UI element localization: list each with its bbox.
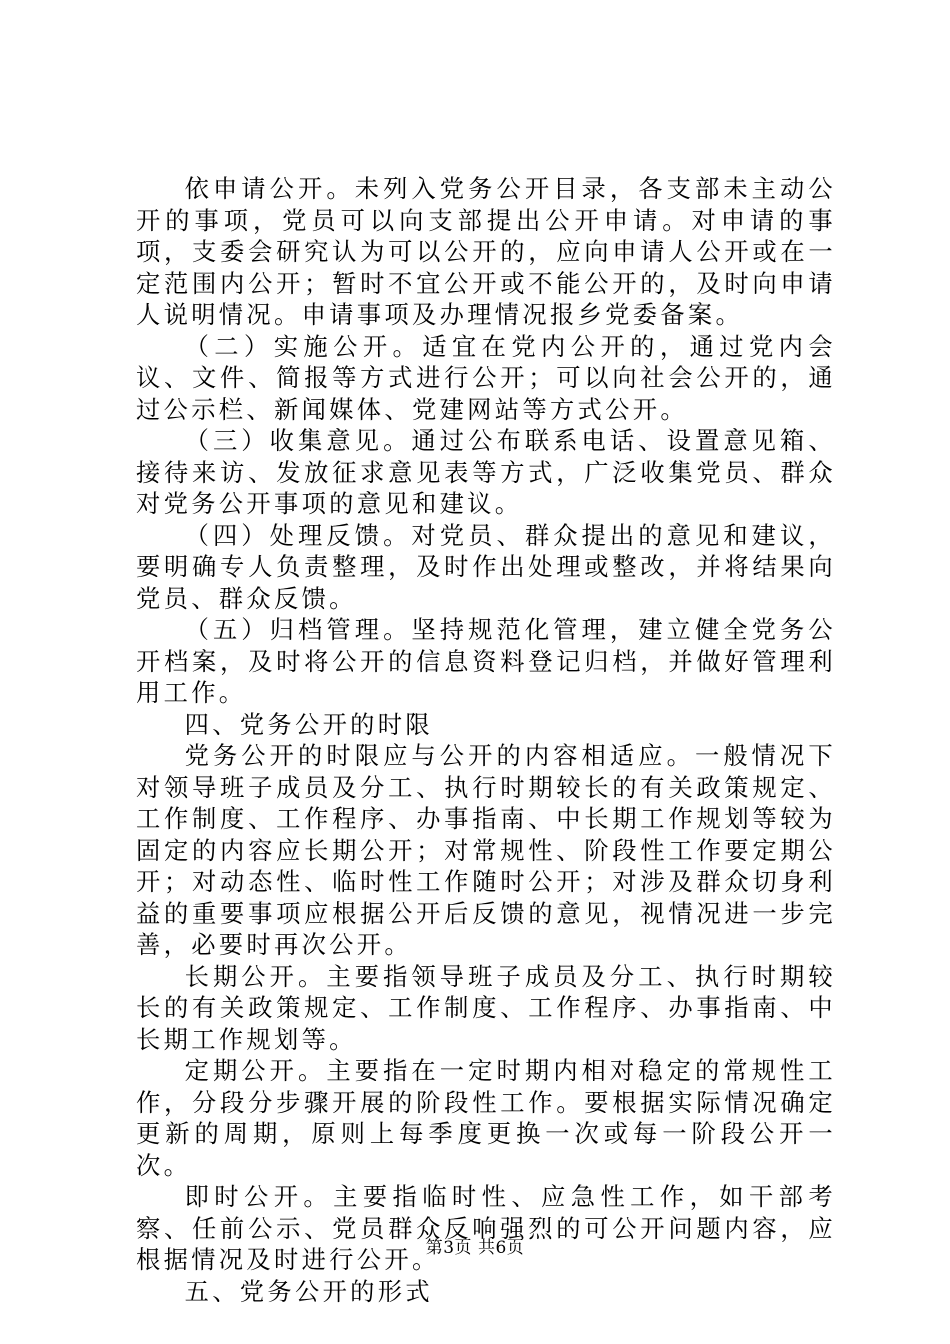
paragraph-immediate-disclosure: 即时公开。主要指临时性、应急性工作，如干部考察、任前公示、党员群众反响强烈的可公开问题内容，应根据情况及时进行公开。 (136, 1182, 836, 1274)
paragraph-implement-disclosure: （二）实施公开。适宜在党内公开的，通过党内会议、文件、简报等方式进行公开；可以向社会公开的，通过公示栏、新闻媒体、党建网站等方式公开。 (136, 331, 836, 424)
paragraph-periodic-disclosure: 定期公开。主要指在一定时期内相对稳定的常规性工作，分段分步骤开展的阶段性工作。要根据实际情况确定更新的周期，原则上每季度更换一次或每一阶段公开一次。 (136, 1056, 836, 1180)
paragraph-archive-management: （五）归档管理。坚持规范化管理，建立健全党务公开档案，及时将公开的信息资料登记归档，并做好管理利用工作。 (136, 615, 836, 707)
paragraph-handle-feedback: （四）处理反馈。对党员、群众提出的意见和建议，要明确专人负责整理，及时作出处理或整改，并将结果向党员、群众反馈。 (136, 520, 836, 613)
paragraph-apply-disclosure: 依申请公开。未列入党务公开目录，各支部未主动公开的事项，党员可以向支部提出公开申请。对申请的事项，支委会研究认为可以公开的，应向申请人公开或在一定范围内公开；暂时不宜公开或不能公开的，及时向申请人说明情况。申请事项及办理情况报乡党委备案。 (136, 174, 836, 329)
paragraph-time-limits: 党务公开的时限应与公开的内容相适应。一般情况下对领导班子成员及分工、执行时期较长的有关政策规定、工作制度、工作程序、办事指南、中长期工作规划等较为固定的内容应长期公开；对常规性、阶段性工作要定期公开；对动态性、临时性工作随时公开；对涉及群众切身利益的重要事项应根据公开后反馈的意见，视情况进一步完善，必要时再次公开。 (136, 741, 836, 959)
paragraph-collect-opinions: （三）收集意见。通过公布联系电话、设置意见箱、接待来访、发放征求意见表等方式，广泛收集党员、群众对党务公开事项的意见和建议。 (136, 426, 836, 518)
document-body (136, 173, 836, 1307)
section-heading-disclosure-forms: 五、党务公开的形式 (184, 1276, 433, 1306)
section-heading-time-limits: 四、党务公开的时限 (184, 709, 433, 739)
page-number-footer: 第3页 共6页 (425, 1238, 525, 1258)
paragraph-long-term-disclosure: 长期公开。主要指领导班子成员及分工、执行时期较长的有关政策规定、工作制度、工作程序、办事指南、中长期工作规划等。 (136, 961, 836, 1054)
